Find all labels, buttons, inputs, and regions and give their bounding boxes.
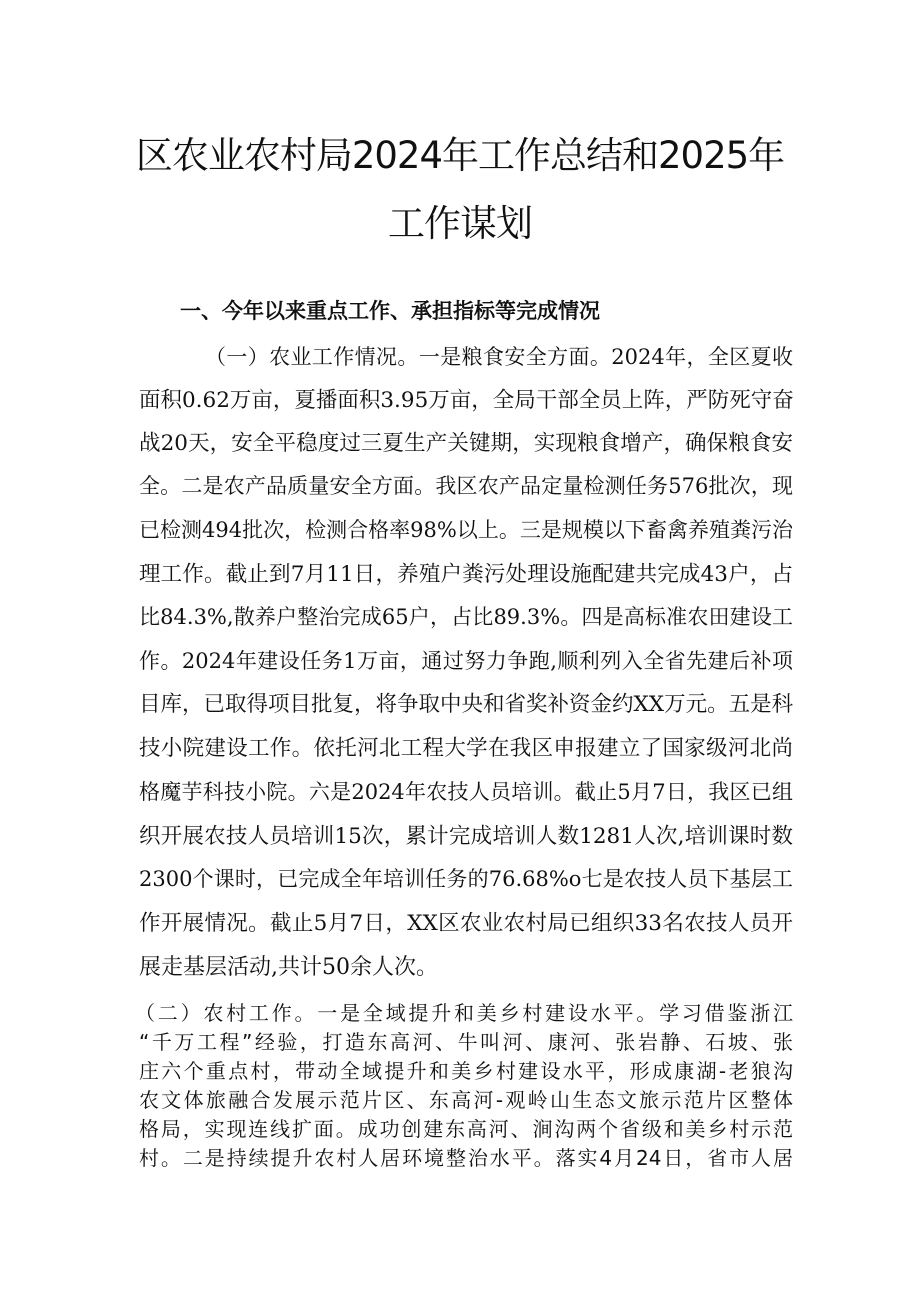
paragraph-line: （一）农业工作情况。一是粮食安全方面。2024年，全区夏收 (205, 345, 793, 369)
paragraph-line: 2300个课时，已完成全年培训任务的76.68%o七是农技人员下基层工 (139, 867, 793, 891)
paragraph-line: 格局，实现连线扩面。成功创建东高河、涧沟两个省级和美乡村示范 (139, 1117, 793, 1141)
paragraph-line: 作。2024年建设任务1万亩，通过努力争跑,顺利列入全省先建后补项 (139, 649, 793, 673)
paragraph-line: 目库，已取得项目批复，将争取中央和省奖补资金约XX万元。五是科 (139, 692, 794, 717)
paragraph-line: 比84.3%,散养户整治完成65户，占比89.3%。四是高标准农田建设工 (139, 605, 793, 629)
paragraph-line: 技小院建设工作。依托河北工程大学在我区申报建立了国家级河北尚 (139, 736, 793, 761)
paragraph-line: 庄六个重点村，带动全域提升和美乡村建设水平，形成康湖-老狼沟 (139, 1059, 793, 1083)
paragraph-line: 村。二是持续提升农村人居环境整治水平。落实4月24日，省市人居 (139, 1146, 793, 1170)
document-title-line-2: 工作谋划 (388, 202, 532, 245)
paragraph-line: 作开展情况。截止5月7日，XX区农业农村局已组织33名农技人员开 (139, 911, 793, 936)
paragraph-line: 农文体旅融合发展示范片区、东高河-观岭山生态文旅示范片区整体 (139, 1088, 793, 1112)
paragraph-line: 理工作。截止到7月11日，养殖户粪污处理设施配建共完成43户，占 (139, 562, 793, 587)
paragraph-line: 已检测494批次，检测合格率98%以上。三是规模以下畜禽养殖粪污治 (139, 518, 793, 542)
paragraph-line: 战20天，安全平稳度过三夏生产关键期，实现粮食增产，确保粮食安 (139, 431, 793, 456)
paragraph-line: 织开展农技人员培训15次，累计完成培训人数1281人次,培训课时数 (139, 824, 793, 849)
paragraph-line: 面积0.62万亩，夏播面积3.95万亩，全局干部全员上阵，严防死守奋 (139, 388, 794, 413)
paragraph-line: 格魔芋科技小院。六是2024年农技人员培训。截止5月7日，我区已组 (139, 780, 793, 804)
paragraph-line: 展走基层活动,共计50余人次。 (139, 955, 438, 980)
document-title-line-1: 区农业农村局2024年工作总结和2025年 (135, 134, 785, 177)
section-heading: 一、今年以来重点工作、承担指标等完成情况 (180, 299, 600, 323)
paragraph-line: （二）农村工作。一是全域提升和美乡村建设水平。学习借鉴浙江 (135, 1001, 793, 1025)
paragraph-line: “千万工程”经验，打造东高河、牛叫河、康河、张岩静、石坡、张 (139, 1030, 793, 1054)
paragraph-line: 全。二是农产品质量安全方面。我区农产品定量检测任务576批次，现 (139, 474, 793, 498)
